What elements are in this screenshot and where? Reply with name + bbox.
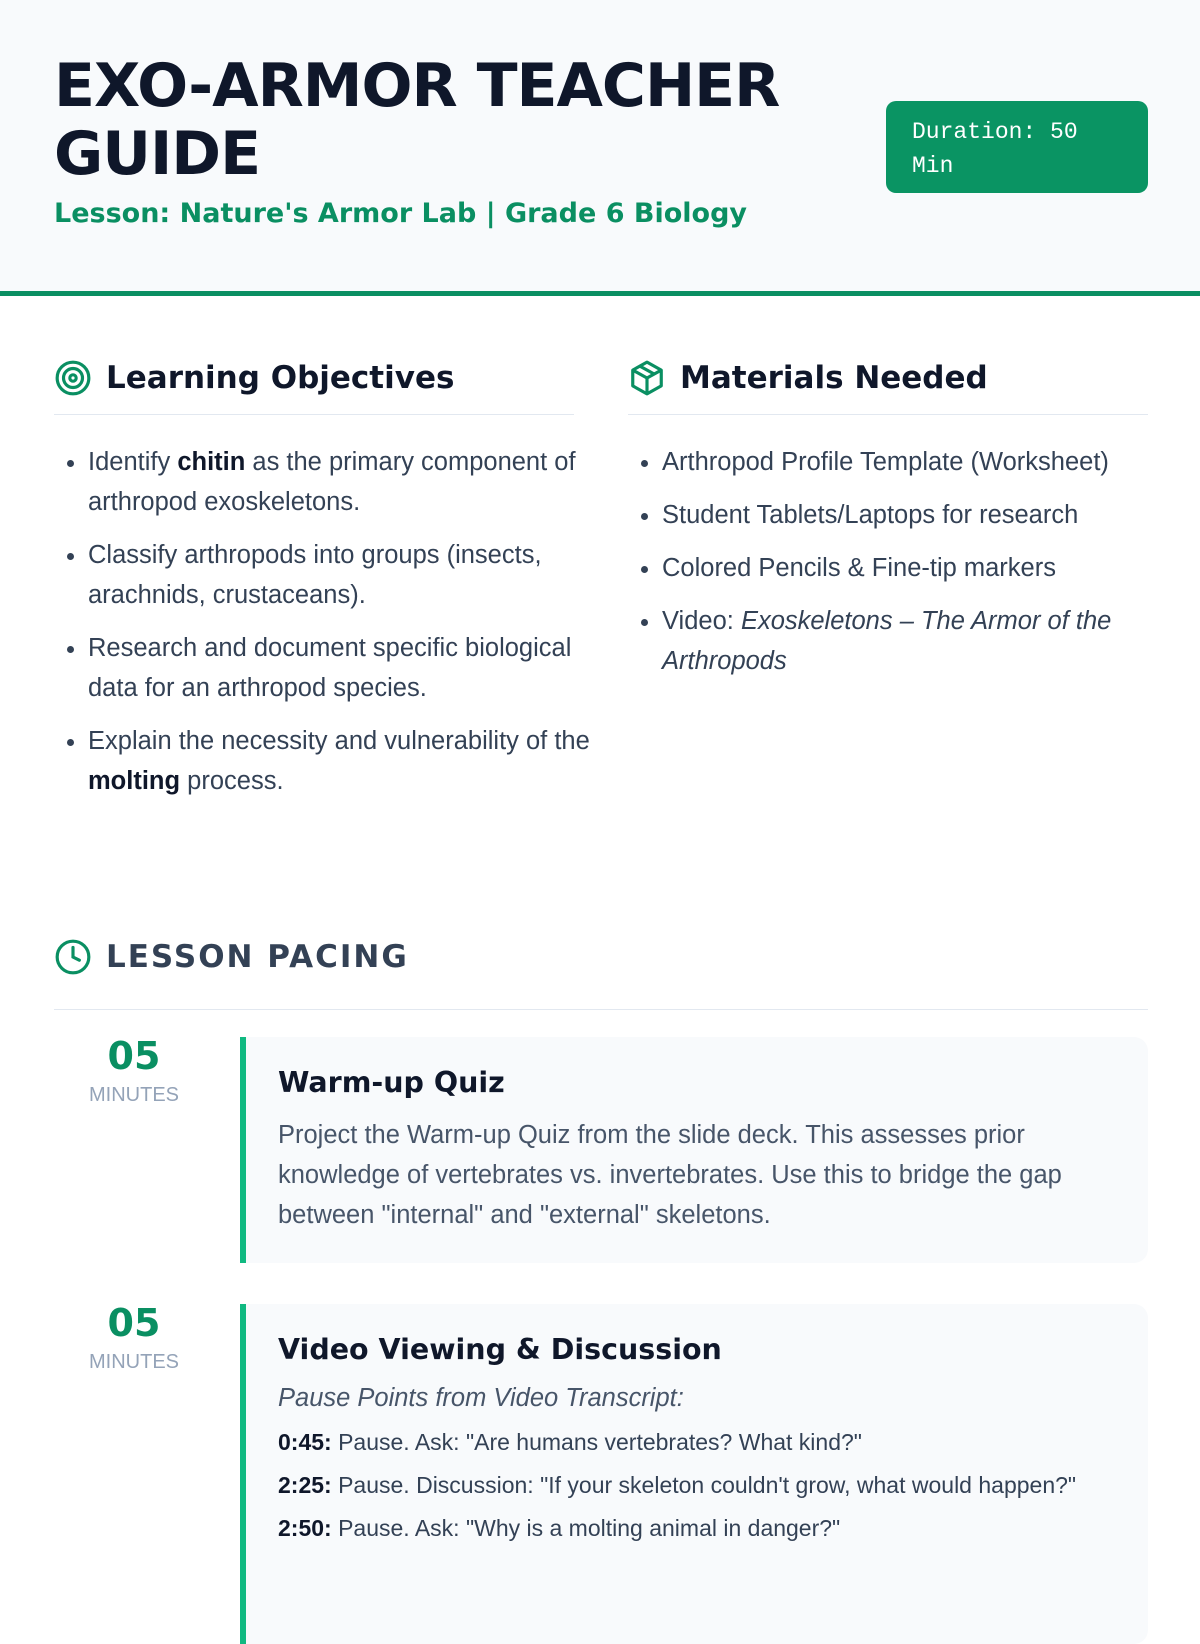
material-item: • Colored Pencils & Fine-tip markers: [662, 548, 1182, 588]
objectives-title: Learning Objectives: [106, 360, 455, 396]
objective-item: • Classify arthropods into groups (insects, arachnids, crustaceans).: [88, 535, 628, 615]
materials-heading: [628, 358, 988, 398]
activity-title: Video Viewing & Discussion: [278, 1333, 722, 1366]
box-icon: [628, 359, 666, 397]
materials-title: Materials Needed: [680, 360, 988, 396]
activity-description: Project the Warm-up Quiz from the slide deck. This assesses prior knowledge of vertebrates vs. invertebrates. Use this to bridge the gap between "internal" and "external" skeletons.: [278, 1121, 1062, 1229]
minutes-value: 05: [107, 1034, 161, 1078]
objective-item: • Identify chitin as the primary component of arthropod exoskeletons.: [88, 442, 628, 522]
minutes-label: MINUTES: [89, 1084, 179, 1106]
pacing-duration: [54, 1034, 214, 1107]
target-icon: [54, 359, 92, 397]
page-header: [0, 0, 1200, 296]
pacing-title: LESSON PACING: [106, 939, 409, 975]
activity-intro: Pause Points from Video Transcript:: [278, 1384, 684, 1412]
page-title: EXO-ARMOR TEACHER GUIDE: [54, 51, 780, 189]
pacing-card: [240, 1304, 1148, 1644]
pacing-heading: [54, 938, 409, 976]
pacing-card: [240, 1037, 1148, 1263]
duration-badge: Duration: 50 Min: [886, 101, 1148, 193]
pacing-duration: [54, 1301, 214, 1374]
clock-icon: [54, 938, 92, 976]
material-item: • Video: Exoskeletons – The Armor of the Arthropods: [662, 601, 1182, 681]
pause-point: 2:50: Pause. Ask: "Why is a molting animal in danger?": [278, 1515, 841, 1541]
minutes-value: 05: [107, 1301, 161, 1345]
material-item: • Arthropod Profile Template (Worksheet): [662, 442, 1182, 482]
objectives-heading: [54, 358, 454, 398]
material-item: • Student Tablets/Laptops for research: [662, 495, 1182, 535]
pause-point: 2:25: Pause. Discussion: "If your skeleton couldn't grow, what would happen?": [278, 1472, 1077, 1498]
materials-list: [628, 442, 1182, 694]
activity-title: Warm-up Quiz: [278, 1066, 505, 1099]
minutes-label: MINUTES: [89, 1351, 179, 1373]
objectives-list: [54, 442, 628, 814]
lesson-subtitle: Lesson: Nature's Armor Lab | Grade 6 Biology: [54, 198, 747, 229]
objectives-divider: [54, 414, 574, 415]
pause-point: 0:45: Pause. Ask: "Are humans vertebrates? What kind?": [278, 1429, 862, 1455]
objective-item: • Research and document specific biological data for an arthropod species.: [88, 628, 628, 708]
materials-divider: [628, 414, 1148, 415]
pacing-divider: [54, 1009, 1148, 1010]
objective-item: • Explain the necessity and vulnerability of the molting process.: [88, 721, 628, 801]
